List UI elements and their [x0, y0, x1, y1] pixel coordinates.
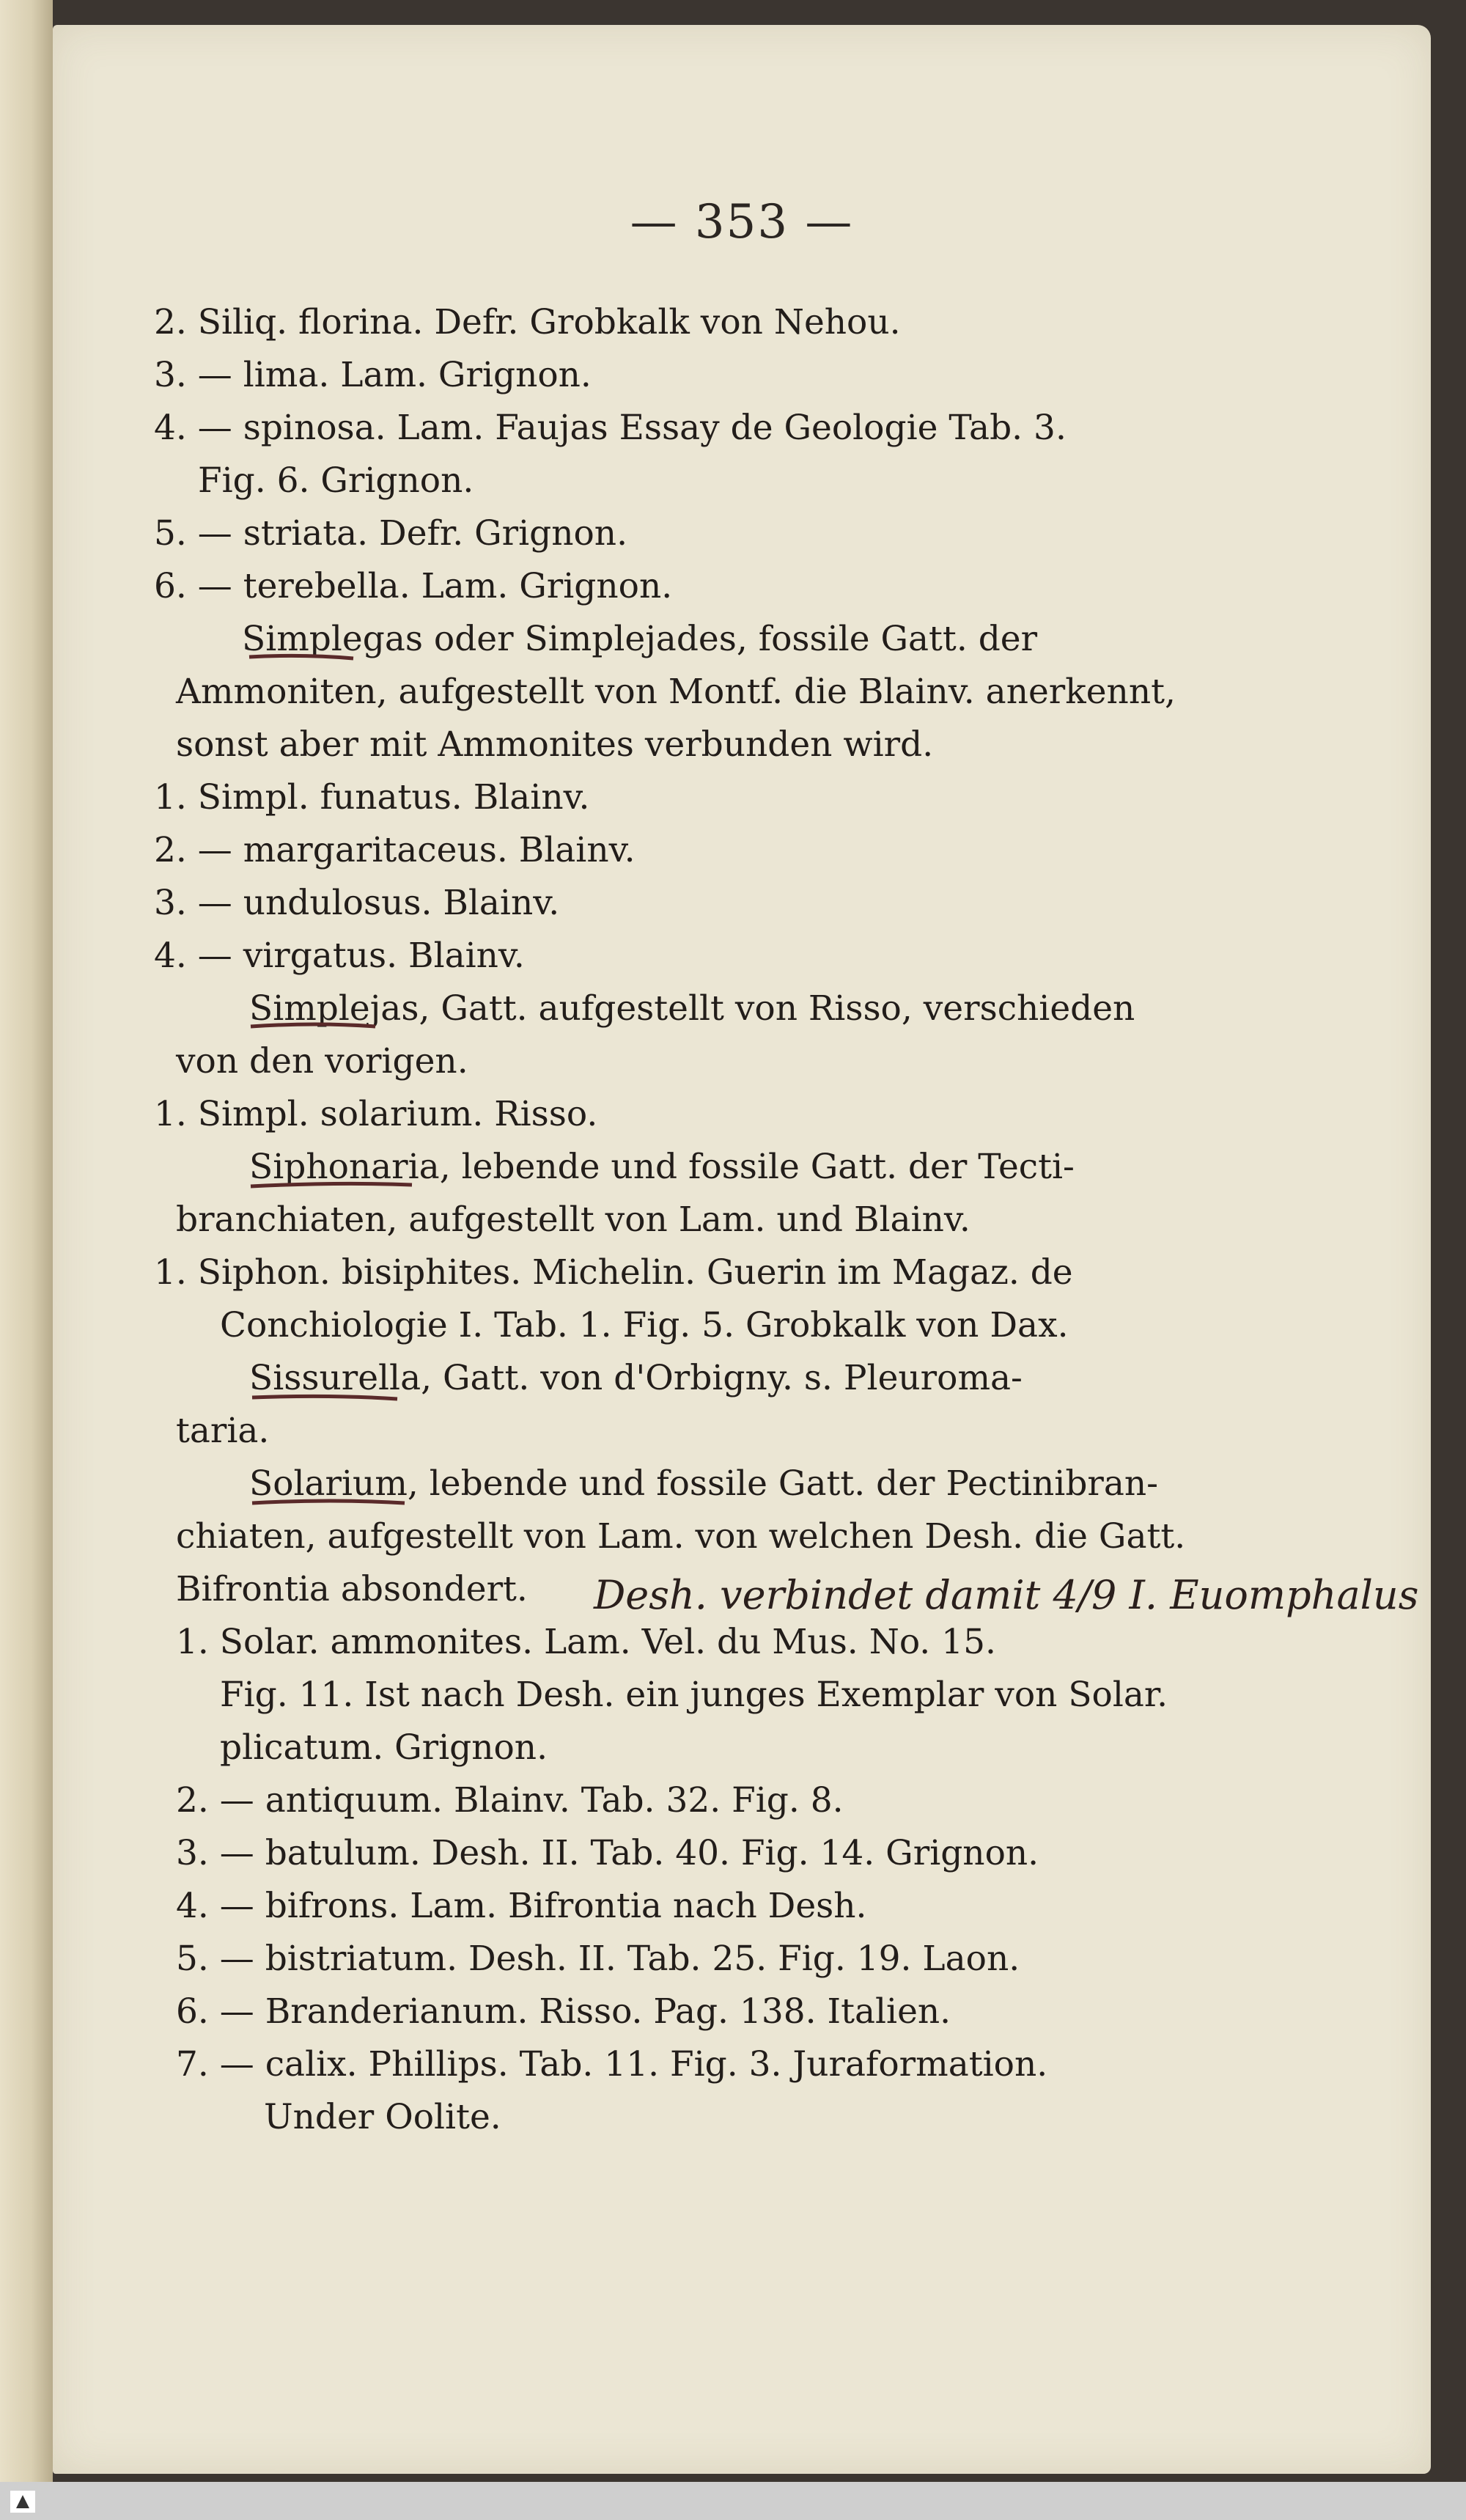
text-line: 2. — margaritaceus. Blainv. — [154, 830, 636, 870]
text-line: Conchiologie I. Tab. 1. Fig. 5. Grobkalk von Dax. — [220, 1305, 1069, 1345]
text-line: 4. — spinosa. Lam. Faujas Essay de Geologie Tab. 3. — [154, 408, 1067, 448]
genus-heading-solarium: Solarium, lebende und fossile Gatt. der Pectinibran- — [249, 1463, 1159, 1504]
text-line: 5. — bistriatum. Desh. II. Tab. 25. Fig. 19. Laon. — [176, 1939, 1020, 1979]
text-line: sonst aber mit Ammonites verbunden wird. — [176, 724, 934, 765]
text-line: plicatum. Grignon. — [220, 1727, 548, 1768]
text-line: 6. — terebella. Lam. Grignon. — [154, 566, 673, 606]
text-line: 1. Solar. ammonites. Lam. Vel. du Mus. No. 15. — [176, 1622, 996, 1662]
text-line: branchiaten, aufgestellt von Lam. und Blainv. — [176, 1200, 970, 1240]
text-line: 6. — Branderianum. Risso. Pag. 138. Italien. — [176, 1991, 951, 2032]
text-line: 1. Simpl. funatus. Blainv. — [154, 777, 590, 818]
page-number: — 353 — — [630, 195, 854, 249]
handwritten-note — [589, 1563, 1466, 1629]
library-stamp-icon — [10, 2491, 35, 2513]
text-line: taria. — [176, 1411, 270, 1451]
text-line: 3. — lima. Lam. Grignon. — [154, 355, 592, 395]
text-line: 3. — batulum. Desh. II. Tab. 40. Fig. 14. Grignon. — [176, 1833, 1039, 1873]
handwritten-note-text: Desh. verbindet damit 4/9 I. Euomphalus — [594, 1572, 1419, 1618]
book-page — [53, 25, 1431, 2474]
genus-heading-simplejas: Simplejas, Gatt. aufgestellt von Risso, verschieden — [249, 988, 1135, 1029]
text-line: 3. — undulosus. Blainv. — [154, 883, 560, 923]
text-line: 2. — antiquum. Blainv. Tab. 32. Fig. 8. — [176, 1780, 844, 1821]
text-line: chiaten, aufgestellt von Lam. von welchen Desh. die Gatt. — [176, 1516, 1186, 1557]
text-line: 1. Simpl. solarium. Risso. — [154, 1094, 598, 1134]
text-line: 4. — virgatus. Blainv. — [154, 936, 525, 976]
text-line: Bifrontia absondert. — [176, 1569, 528, 1609]
text-line: Under Oolite. — [264, 2097, 501, 2137]
text-line: 1. Siphon. bisiphites. Michelin. Guerin im Magaz. de — [154, 1252, 1073, 1293]
text-line: 2. Siliq. florina. Defr. Grobkalk von Nehou. — [154, 302, 901, 342]
genus-heading-simplegas: Simplegas oder Simplejades, fossile Gatt. der — [242, 619, 1038, 659]
text-line: 7. — calix. Phillips. Tab. 11. Fig. 3. Juraformation. — [176, 2044, 1048, 2084]
text-line: Fig. 11. Ist nach Desh. ein junges Exemplar von Solar. — [220, 1675, 1168, 1715]
text-line: Ammoniten, aufgestellt von Montf. die Blainv. anerkennt, — [176, 672, 1176, 712]
text-line: 4. — bifrons. Lam. Bifrontia nach Desh. — [176, 1886, 867, 1926]
book-edge — [0, 0, 53, 2482]
text-line: 5. — striata. Defr. Grignon. — [154, 513, 628, 554]
text-line: Fig. 6. Grignon. — [198, 460, 474, 501]
scan-footer-band — [0, 2482, 1466, 2520]
genus-heading-siphonaria: Siphonaria, lebende und fossile Gatt. der Tecti- — [249, 1147, 1075, 1187]
genus-heading-sissurella: Sissurella, Gatt. von d'Orbigny. s. Pleuroma- — [249, 1358, 1023, 1398]
text-line: von den vorigen. — [176, 1041, 468, 1081]
